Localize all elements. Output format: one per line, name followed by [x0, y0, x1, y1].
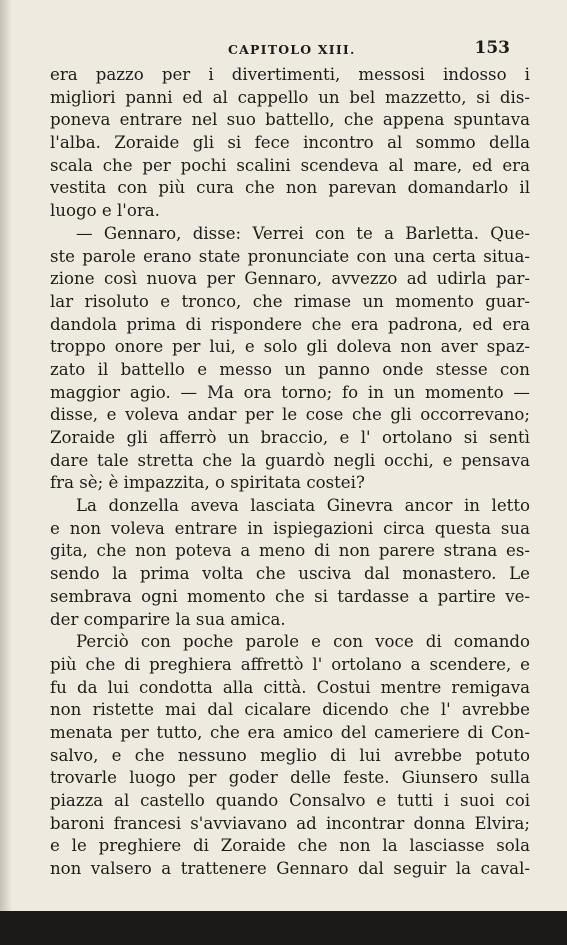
text-line: der comparire la sua amica.: [50, 609, 286, 629]
text-line: non valsero a trattenere Gennaro dal seguir la caval-: [50, 859, 530, 879]
text-line: e le preghiere di Zoraide che non la lasciasse sola: [50, 836, 530, 856]
text-line: ste parole erano state pronunciate con una certa situa-: [50, 246, 530, 266]
text-line: piazza al castello quando Consalvo e tutti i suoi coi: [50, 791, 530, 810]
text-line: disse, e voleva andar per le cose che gli occorrevano;: [50, 405, 530, 425]
text-line: era pazzo per i divertimenti, messosi indosso i: [50, 65, 530, 84]
text-line: — Gennaro, disse: Verrei con te a Barletta. Que-: [76, 223, 530, 243]
text-line: Perciò con poche parole e con voce di comando: [76, 632, 530, 652]
text-line: Zoraide gli afferrò un braccio, e l' ortolano si sentì: [50, 428, 530, 447]
text-line: trovarle luogo per goder delle feste. Giunsero sulla: [50, 768, 530, 788]
text-line: e non voleva entrare in ispiegazioni circa questa sua: [50, 518, 530, 538]
text-line: lar risoluto e tronco, che rimase un momento guar-: [50, 291, 530, 311]
text-line: zato il battello e messo un panno onde stesse con: [50, 359, 530, 379]
spine-shadow: [0, 0, 12, 911]
text-line: salvo, e che nessuno meglio di lui avrebbe potuto: [50, 745, 530, 765]
text-line: scala che per pochi scalini scendeva al mare, ed era: [50, 155, 530, 175]
text-line: migliori panni ed al cappello un bel mazzetto, si dis-: [50, 87, 530, 107]
text-line: zione così nuova per Gennaro, avvezzo ad udirla par-: [50, 269, 530, 289]
text-line: fra sè; è impazzita, o spiritata costei?: [50, 473, 365, 493]
text-line: l'alba. Zoraide gli si fece incontro al sommo della: [50, 133, 530, 153]
text-line: gita, che non poteva a meno di non parere strana es-: [50, 541, 530, 561]
text-line: sendo la prima volta che usciva dal monastero. Le: [50, 564, 530, 584]
text-line: dandola prima di rispondere che era padrona, ed era: [50, 314, 530, 334]
body-text: [50, 64, 530, 881]
text-line: dare tale stretta che la guardò negli occhi, e pensava: [50, 450, 530, 470]
text-line: non ristette mai dal cicalare dicendo che l' avrebbe: [50, 700, 530, 720]
text-line: maggior agio. — Ma ora torno; fo in un momento —: [50, 382, 530, 402]
text-line: La donzella aveva lasciata Ginevra ancor in letto: [76, 496, 530, 516]
text-line: troppo onore per lui, e solo gli doleva non aver spaz-: [50, 337, 530, 357]
text-line: poneva entrare nel suo battello, che appena spuntava: [50, 110, 530, 130]
page-number: 153: [474, 38, 510, 58]
text-line: baroni francesi s'avviavano ad incontrar donna Elvira;: [50, 813, 530, 833]
text-line: vestita con più cura che non parevan domandarlo il: [50, 178, 530, 198]
text-line: fu da lui condotta alla città. Costui mentre remigava: [50, 677, 530, 697]
text-line: menata per tutto, che era amico del cameriere di Con-: [50, 722, 530, 742]
text-line: più che di preghiera affrettò l' ortolano a scendere, e: [50, 654, 530, 674]
running-head: CAPITOLO XIII.: [228, 42, 356, 57]
page-header: [52, 38, 512, 62]
scan-border: [0, 911, 567, 945]
text-line: sembrava ogni momento che si tardasse a partire ve-: [50, 586, 530, 606]
text-line: luogo e l'ora.: [50, 201, 160, 221]
